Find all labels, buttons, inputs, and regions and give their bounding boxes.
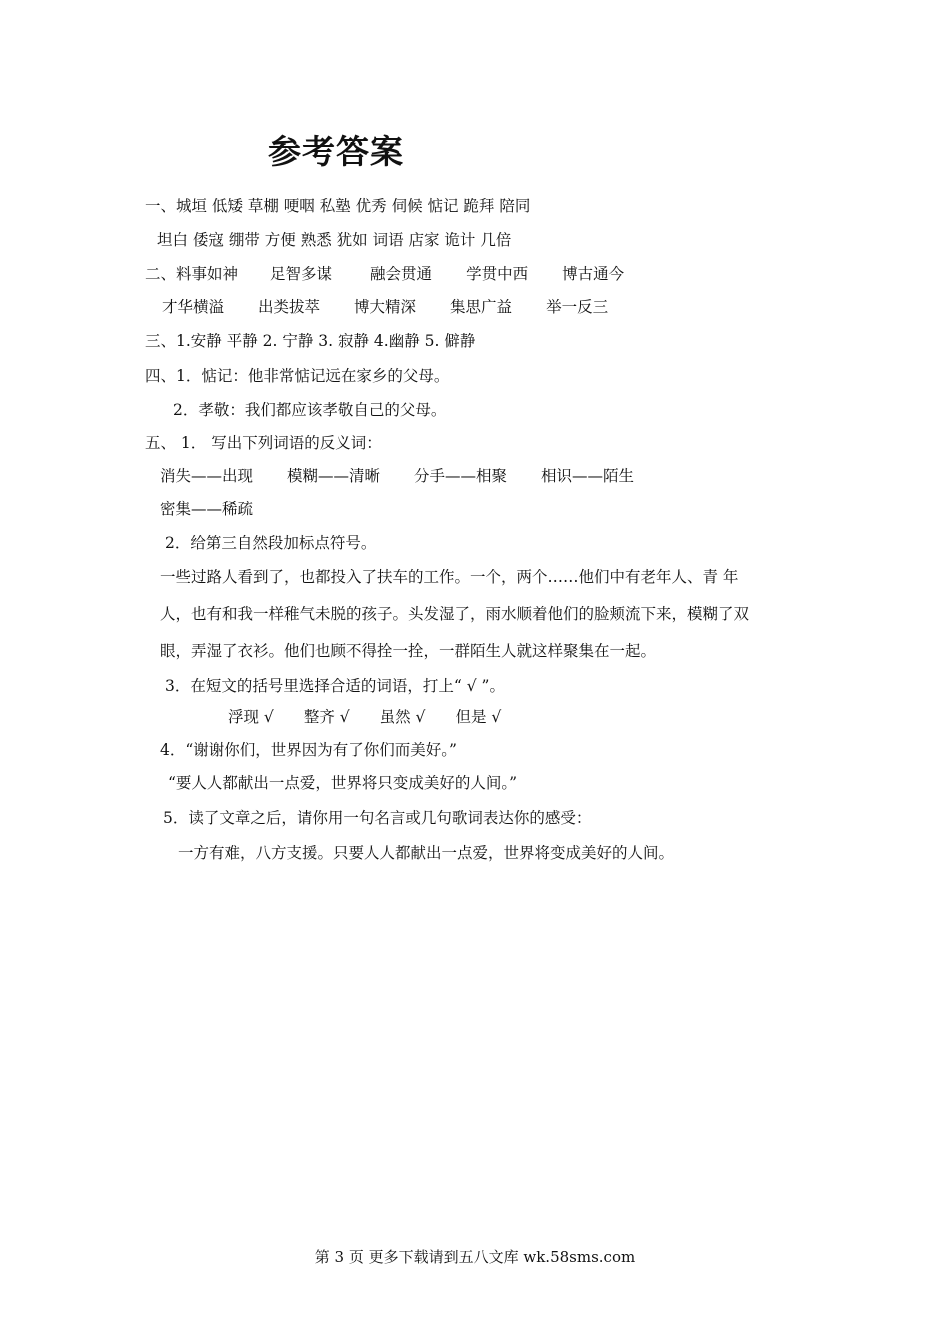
section-5-q4-line-2: “要人人都献出一点爱，世界将只变成美好的人间。”	[168, 774, 518, 792]
idiom: 足智多谋	[270, 265, 333, 283]
page-title: 参考答案	[268, 132, 404, 171]
choice: 虽然 √	[379, 708, 426, 726]
idiom: 才华横溢	[162, 298, 225, 316]
choice: 浮现 √	[228, 708, 274, 726]
idiom: 料事如神	[176, 265, 239, 283]
paragraph-line-2: 人，也有和我一样稚气未脱的孩子。头发湿了，雨水顺着他们的脸颊流下来，模糊了双	[160, 605, 750, 623]
section-2-row-1	[145, 264, 624, 284]
antonym-pair: 相识——陌生	[541, 467, 635, 485]
paragraph-line-1: 一些过路人看到了，也都投入了扶车的工作。一个，两个……他们中有老年人、青 年	[160, 568, 739, 586]
section-5-q5: 5．读了文章之后，请你用一句名言或几句歌词表达你的感受：	[163, 809, 592, 827]
paragraph-line-3: 眼，弄湿了衣衫。他们也顾不得拴一拴，一群陌生人就这样聚集在一起。	[160, 642, 657, 660]
section-5-q2: 2．给第三自然段加标点符号。	[165, 534, 377, 552]
section-5-q4-line-1: 4．“谢谢你们，世界因为有了你们而美好。”	[160, 741, 457, 759]
choice: 但是 √	[455, 708, 502, 726]
idiom: 出类拔萃	[258, 298, 321, 316]
section-1-row-1: 一、城垣 低矮 草棚 哽咽 私塾 优秀 伺候 惦记 跪拜 陪同	[145, 197, 531, 215]
idiom: 举一反三	[546, 298, 609, 316]
section-5-q3: 3．在短文的括号里选择合适的词语，打上“ √ ”。	[165, 677, 505, 695]
antonyms-row-2: 密集——稀疏	[160, 500, 254, 518]
idiom: 博大精深	[354, 298, 417, 316]
idiom: 集思广益	[450, 298, 513, 316]
section-5-q5-answer: 一方有难，八方支援。只要人人都献出一点爱，世界将变成美好的人间。	[178, 844, 675, 862]
section-2-row-2	[162, 297, 608, 317]
section-3: 三、1.安静 平静 2. 宁静 3. 寂静 4.幽静 5. 僻静	[145, 332, 476, 350]
antonym-pair: 消失——出现	[160, 467, 254, 485]
section-1-row-2: 坦白 倭寇 绷带 方便 熟悉 犹如 词语 店家 诡计 几倍	[157, 231, 512, 249]
section-4-item-1: 四、1．惦记：他非常惦记远在家乡的父母。	[145, 367, 450, 385]
antonym-pair: 模糊——清晰	[287, 467, 381, 485]
antonyms-row-1	[160, 466, 634, 486]
antonym-pair: 分手——相聚	[414, 467, 508, 485]
idiom: 融会贯通	[370, 265, 433, 283]
choice: 整齐 √	[303, 708, 350, 726]
idiom: 学贯中西	[466, 265, 529, 283]
section-2-prefix: 二、	[145, 265, 177, 283]
section-4-item-2: 2．孝敬：我们都应该孝敬自己的父母。	[173, 401, 447, 419]
section-5-q1: 五、 1． 写出下列词语的反义词：	[145, 434, 382, 452]
idiom: 博古通今	[562, 265, 625, 283]
choices-row	[228, 707, 501, 727]
page-footer: 第 3 页 更多下载请到五八文库 wk.58sms.com	[314, 1248, 636, 1266]
